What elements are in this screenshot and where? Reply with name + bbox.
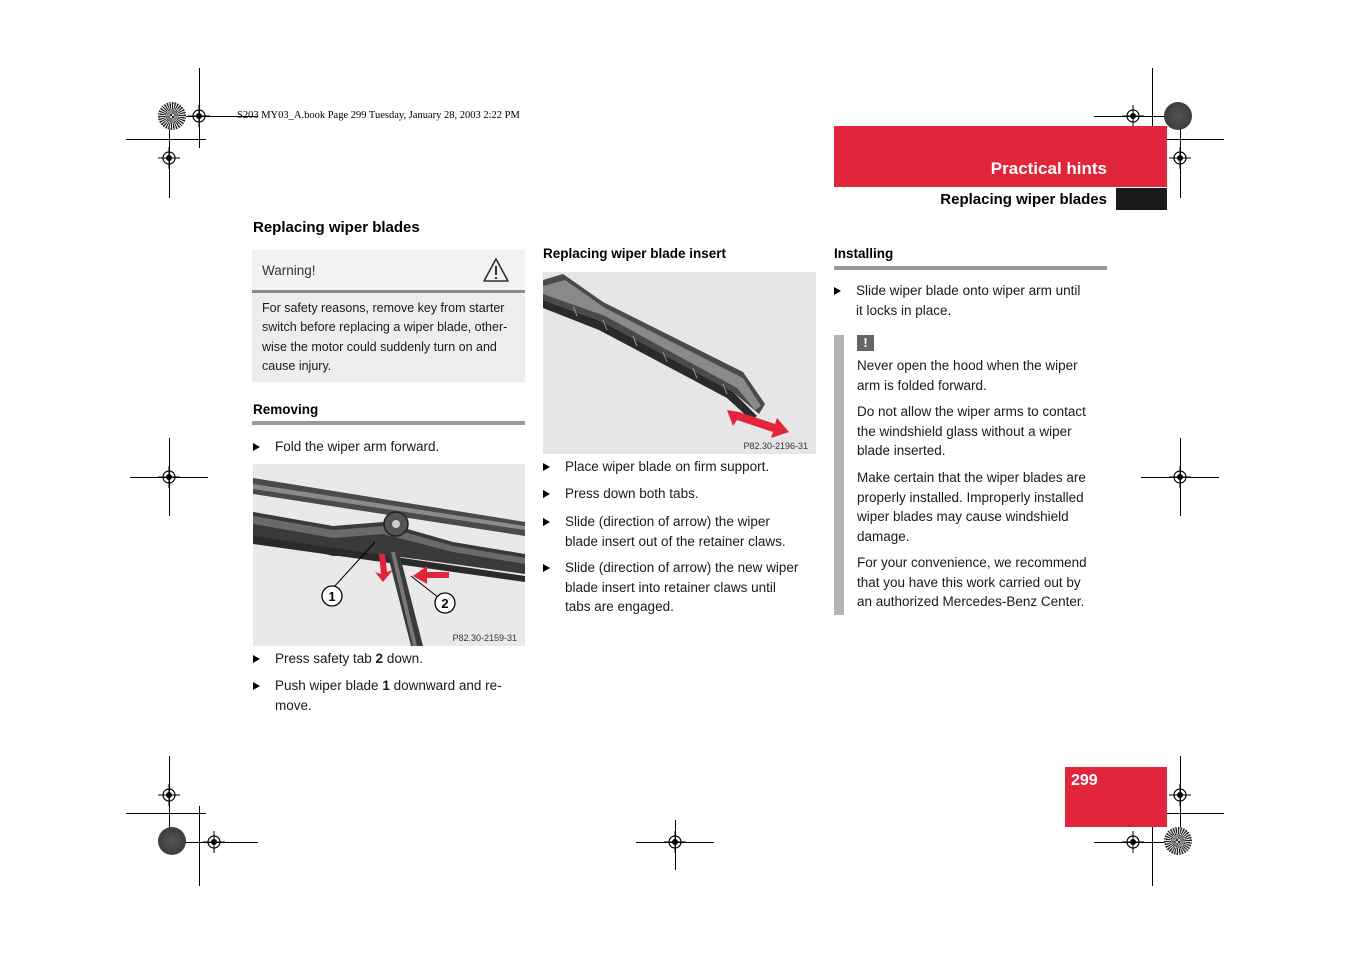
note-paragraph: Do not allow the wiper arms to contact the windshield glass without a wiper blade inserted. xyxy=(857,404,1086,458)
color-rosette-icon xyxy=(1164,102,1192,130)
bullet-arrow-icon xyxy=(253,682,260,690)
note-paragraph: Never open the hood when the wiper arm is folded forward. xyxy=(857,358,1078,393)
bullet-arrow-icon xyxy=(253,655,260,663)
registration-target-icon xyxy=(1169,784,1191,806)
bullet-arrow-icon xyxy=(543,518,550,526)
page-title: Replacing wiper blades xyxy=(253,219,420,236)
subsection-title: Replacing wiper blades xyxy=(940,191,1107,208)
page-number: 299 xyxy=(1071,772,1098,789)
callout-2: 2 xyxy=(441,596,449,611)
registration-target-icon xyxy=(1169,147,1191,169)
exclamation-icon: ! xyxy=(857,335,874,351)
registration-target-icon xyxy=(203,831,225,853)
bullet-arrow-icon xyxy=(253,443,260,451)
step-slide-in: Slide (direction of arrow) the new wiper blade insert into retainer claws until tabs are engaged. xyxy=(543,558,821,617)
warning-label: Warning! xyxy=(262,263,316,278)
heading-rule xyxy=(834,266,1107,270)
bullet-arrow-icon xyxy=(834,287,841,295)
color-rosette-icon xyxy=(158,102,186,130)
figure-code: P82.30-2159-31 xyxy=(452,633,517,643)
step-press-tabs: Press down both tabs. xyxy=(543,484,821,504)
callout-1: 1 xyxy=(328,589,336,604)
insert-heading: Replacing wiper blade insert xyxy=(543,246,727,261)
section-title: Practical hints xyxy=(990,159,1107,178)
registration-target-icon xyxy=(1169,466,1191,488)
color-rosette-icon xyxy=(158,827,186,855)
figure-wiper-arm-release xyxy=(253,464,525,646)
wiper-arm-illustration xyxy=(253,464,525,646)
registration-target-icon xyxy=(1122,831,1144,853)
step-fold-arm: Fold the wiper arm forward. xyxy=(253,437,528,457)
step-slide-onto-arm: Slide wiper blade onto wiper arm until it locks in place. xyxy=(834,281,1112,320)
step-slide-out: Slide (direction of arrow) the wiper blade insert out of the retainer claws. xyxy=(543,512,821,551)
figure-blade-insert xyxy=(543,272,816,454)
registration-target-icon xyxy=(158,147,180,169)
file-info: S203 MY03_A.book Page 299 Tuesday, January 28, 2003 2:22 PM xyxy=(237,110,520,121)
warning-triangle-icon xyxy=(482,257,510,283)
bullet-arrow-icon xyxy=(543,490,550,498)
registration-target-icon xyxy=(188,105,210,127)
blade-insert-illustration xyxy=(543,272,816,454)
note-paragraph: For your convenience, we recommend that you have this work carried out by an authorized Mercedes-Benz Center. xyxy=(857,555,1087,609)
thumb-tab xyxy=(1116,188,1167,210)
figure-code: P82.30-2196-31 xyxy=(743,441,808,451)
note-paragraph: Make certain that the wiper blades are properly installed. Improperly installed wiper blades may cause windshield damage. xyxy=(857,470,1086,544)
registration-target-icon xyxy=(158,784,180,806)
bullet-arrow-icon xyxy=(543,463,550,471)
registration-target-icon xyxy=(158,466,180,488)
note-sidebar xyxy=(834,335,844,615)
registration-target-icon xyxy=(1122,105,1144,127)
registration-target-icon xyxy=(664,831,686,853)
warning-text: For safety reasons, remove key from starter switch before replacing a wiper blade, other- wise the motor could suddenly turn on and cause injury. xyxy=(262,301,508,373)
bullet-arrow-icon xyxy=(543,564,550,572)
step-press-tab: Press safety tab 2 down. xyxy=(253,649,528,669)
color-rosette-icon xyxy=(1164,827,1192,855)
step-place-blade: Place wiper blade on firm support. xyxy=(543,457,821,477)
heading-rule xyxy=(252,421,525,425)
step-push-blade: Push wiper blade 1 downward and re- move. xyxy=(253,676,528,715)
installing-heading: Installing xyxy=(834,246,894,261)
removing-heading: Removing xyxy=(253,402,319,417)
